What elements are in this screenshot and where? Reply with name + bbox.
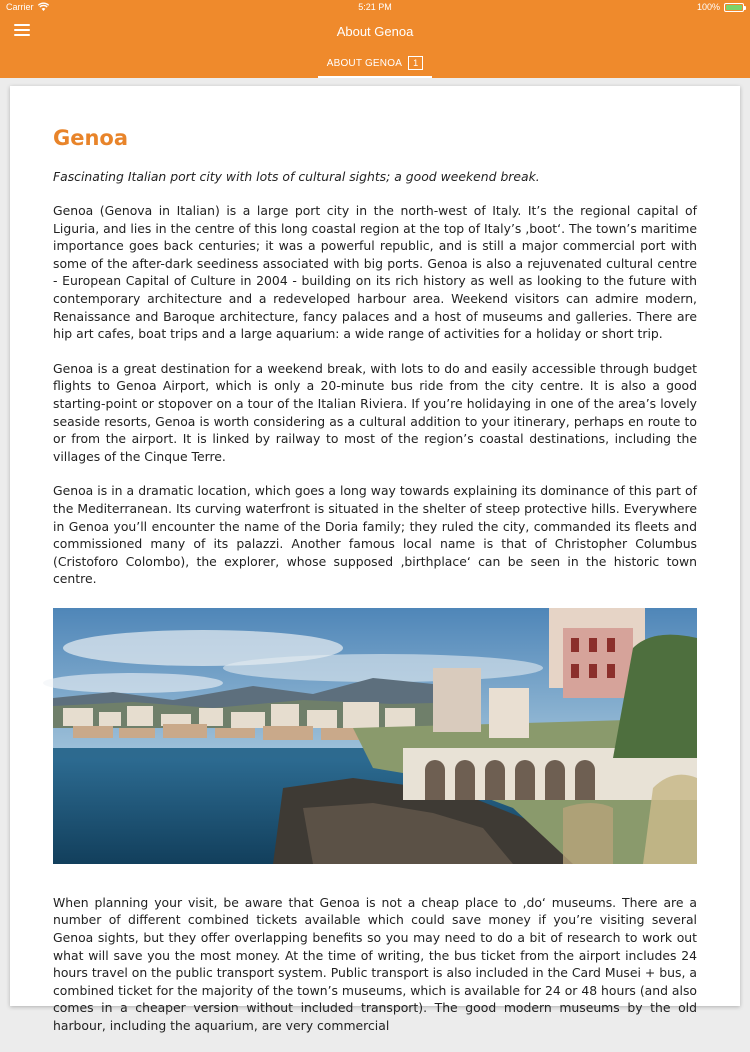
tab-active-indicator xyxy=(318,76,432,78)
article-content xyxy=(53,126,697,1052)
tab-about-genoa[interactable] xyxy=(318,48,432,78)
nav-bar xyxy=(0,16,750,48)
article-title: Genoa xyxy=(53,126,129,150)
article-paragraph: When planning your visit, be aware that Genoa is not a cheap place to ‚do‘ museums. There are a number of different combined tickets available which could save money if you’re visiting several Genoa sights, but they offer overlapping benefits so you may need to do a bit of research to work out what will save you the most money. At the time of writing, the bus ticket from the airport includes 24 hours travel on the public transport system. Public transport is also included in the Card Musei + bus, a combined ticket for the majority of the town’s museums, which is available for 24 or 48 hours (and also comes in a cheaper version without included transport). The good modern museums by the old harbour, including the aquarium, are very commercial xyxy=(53,894,697,1034)
article-subtitle: Fascinating Italian port city with lots of cultural sights; a good weekend break. xyxy=(53,169,540,184)
tab-label: ABOUT GENOA xyxy=(326,57,403,69)
article-page[interactable] xyxy=(10,86,740,1034)
nav-title: About Genoa xyxy=(336,24,414,39)
genoa-coast-photo xyxy=(53,608,697,864)
article-paragraph: Genoa is in a dramatic location, which goes a long way towards explaining its dominance of this part of the Mediterranean. Its curving waterfront is situated in the shelter of steep protective hills. Everywhere in Genoa you’ll encounter the name of the Doria family; they ruled the city, commanded its fleets and commissioned many of its palazzi. Another famous local name is that of Christopher Columbus (Cristoforo Colombo), the explorer, whose supposed ‚birthplace‘ can be seen in the historic town centre. xyxy=(53,483,697,587)
article-paragraph: Genoa (Genova in Italian) is a large port city in the north-west of Italy. It’s the regional capital of Liguria, and lies in the centre of this long coastal region at the top of Italy’s ‚boot‘. The town’s maritime importance goes back centuries; it was a powerful republic, and is still a major commercial port with some of the after-dark seediness associated with big ports. Genoa is also a rejuvenated cultural centre - European Capital of Culture in 2004 - building on its rich history as well as looking to the future with contemporary architecture and a redeveloped harbour area. Weekend visitors can admire modern, Renaissance and Baroque architecture, fancy palaces and a host of museums and galleries. There are hip art cafes, boat trips and a large aquarium: a wide range of activities for a holiday or short trip. xyxy=(53,203,697,342)
carrier-label: Carrier xyxy=(6,2,34,12)
status-time: 5:21 PM xyxy=(358,2,392,12)
tab-bar xyxy=(0,48,750,78)
article-paragraph: Genoa is a great destination for a weekend break, with lots to do and easily accessible through budget flights to Genoa Airport, which is only a 20-minute bus ride from the city centre. It is also a good starting-point or stopover on a tour of the Italian Riviera. If you’re holidaying in one of the area’s lovely seaside resorts, Genoa is worth considering as a cultural addition to your itinerary, perhaps en route to or from the airport. It is linked by railway to most of the region’s coastal destinations, including the villages of the Cinque Terre. xyxy=(53,360,697,464)
status-bar xyxy=(0,0,750,16)
battery-percent: 100% xyxy=(696,2,720,12)
status-right xyxy=(697,2,744,12)
battery-icon xyxy=(724,3,744,12)
tab-count-badge: 1 xyxy=(408,56,423,70)
